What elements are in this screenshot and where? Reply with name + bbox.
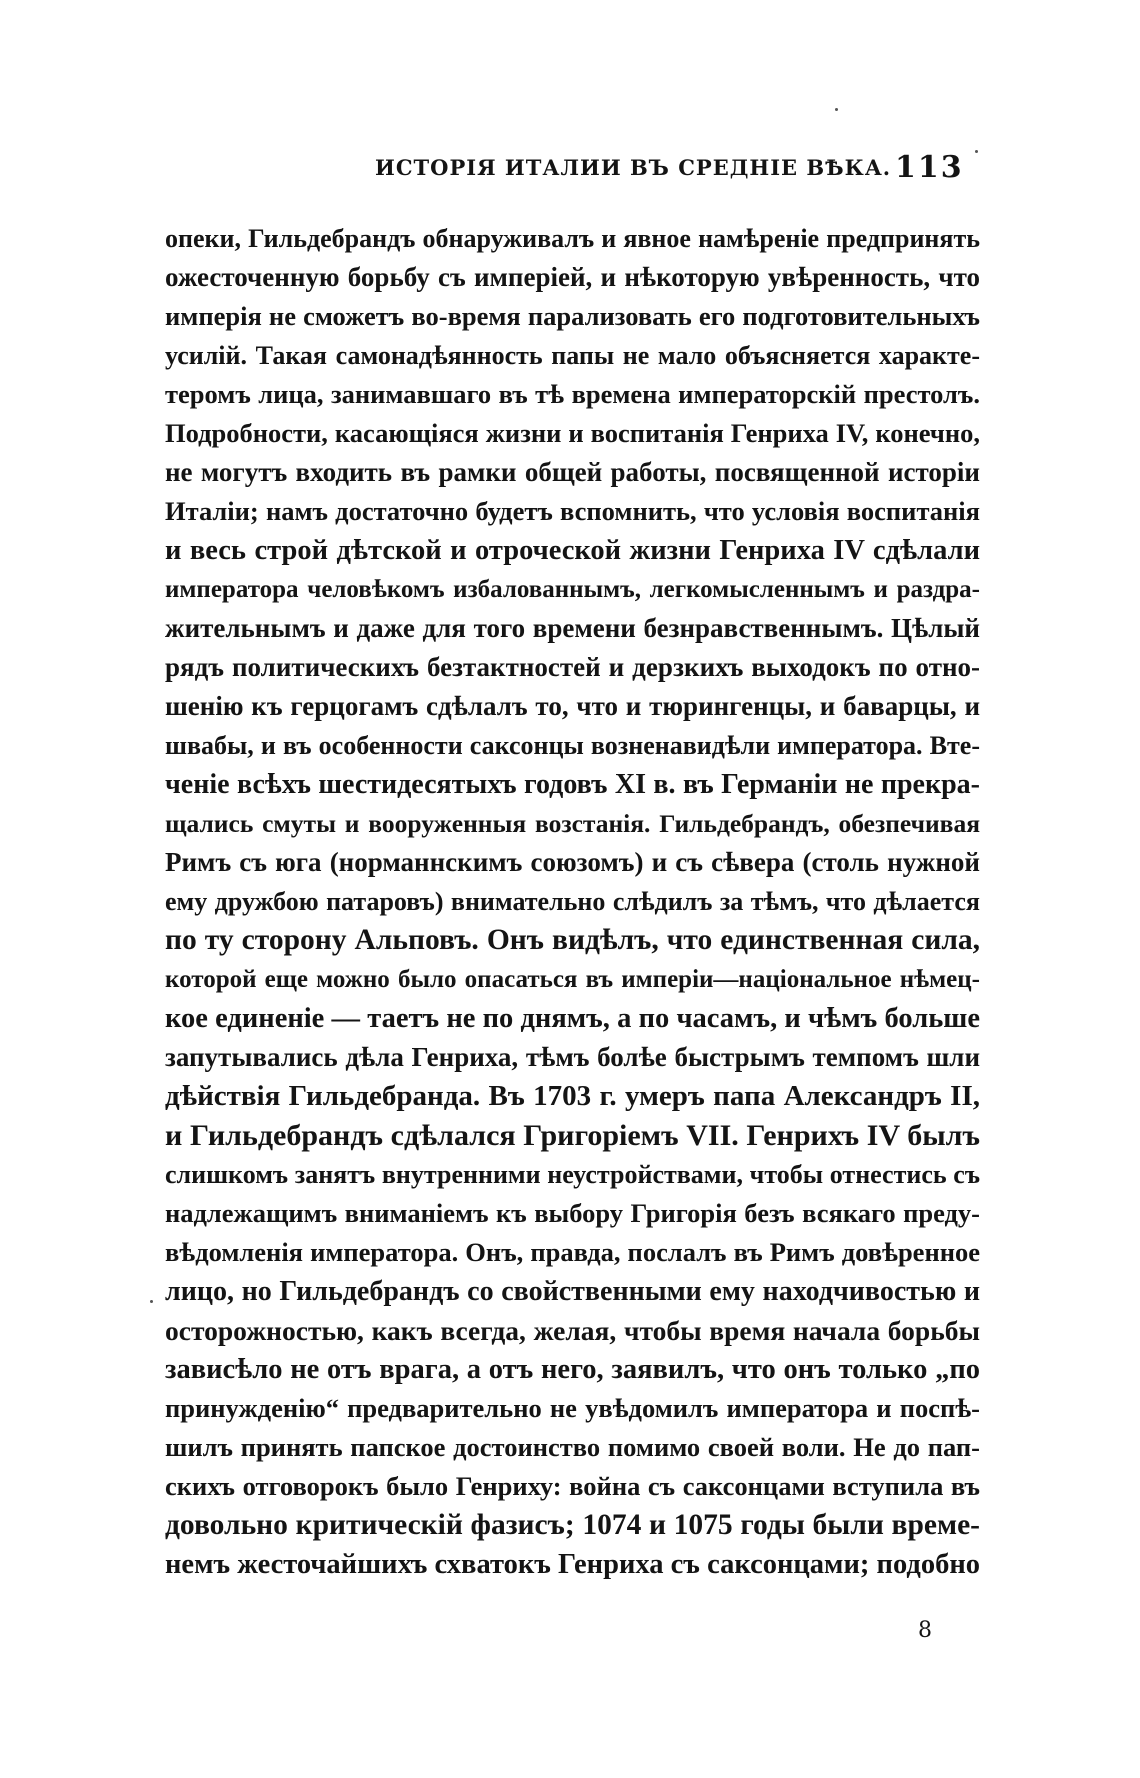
- text-line: надлежащимъ вниманіемъ къ выбору Григорія безъ всякаго преду-: [165, 1198, 980, 1228]
- text-line: не могутъ входить въ рамки общей работы, посвященной исторіи: [165, 457, 980, 487]
- text-line: и весь строй дѣтской и отроческой жизни Генриха IV сдѣлали: [165, 535, 980, 566]
- text-line: дѣйствія Гильдебранда. Въ 1703 г. умеръ папа Александръ II,: [165, 1080, 980, 1112]
- text-line: по ту сторону Альповъ. Онъ видѣлъ, что единственная сила,: [165, 924, 980, 956]
- text-line: жительнымъ и даже для того времени безнравственнымъ. Цѣлый: [165, 613, 980, 643]
- text-line: немъ жесточайшихъ схватокъ Генриха съ саксонцами; подобно: [165, 1549, 980, 1580]
- text-line: которой еще можно было опасаться въ имперіи—національное нѣмец-: [165, 966, 980, 993]
- text-line: императора человѣкомъ избалованнымъ, легкомысленнымъ и раздра-: [165, 576, 980, 603]
- page-number: 113: [895, 150, 964, 185]
- text-line: ожесточенную борьбу съ имперіей, и нѣкоторую увѣренность, что: [165, 262, 980, 292]
- text-line: ему дружбою патаровъ) внимательно слѣдилъ за тѣмъ, что дѣлается: [165, 887, 980, 916]
- page-header: [0, 148, 1140, 188]
- text-line: усилій. Такая самонадѣянность папы не мало объясняется характе-: [165, 341, 980, 370]
- text-line: щались смуты и вооруженныя возстанія. Гильдебрандъ, обезпечивая: [165, 809, 980, 838]
- text-line: слишкомъ занятъ внутренними неустройствами, чтобы отнестись съ: [165, 1160, 980, 1189]
- text-line: и Гильдебрандъ сдѣлался Григоріемъ VII. Генрихъ IV былъ: [165, 1119, 980, 1152]
- text-line: довольно критическій фазисъ; 1074 и 1075 годы были време-: [165, 1509, 980, 1541]
- text-line: имперія не сможетъ во-время парализовать его подготовительныхъ: [165, 301, 980, 331]
- text-line: Италіи; намъ достаточно будетъ вспомнить, что условія воспитанія: [165, 496, 980, 526]
- text-line: теромъ лица, занимавшаго въ тѣ времена императорскій престолъ.: [165, 379, 980, 409]
- print-speck: [150, 1300, 153, 1303]
- text-line: рядъ политическихъ безтактностей и дерзкихъ выходокъ по отно-: [165, 652, 980, 682]
- signature-mark: 8: [918, 1618, 932, 1643]
- text-line: ченіе всѣхъ шестидесятыхъ годовъ XI в. въ Германіи не прекра-: [165, 769, 980, 800]
- running-title: ИСТОРІЯ ИТАЛИИ ВЪ СРЕДНІЕ ВѢКА.: [375, 155, 892, 180]
- text-line: Римъ съ юга (норманнскимъ союзомъ) и съ сѣвера (столь нужной: [165, 847, 980, 877]
- text-line: кое единеніе — таетъ не по днямъ, а по часамъ, и чѣмъ больше: [165, 1003, 980, 1034]
- text-line: опеки, Гильдебрандъ обнаруживалъ и явное намѣреніе предпринять: [165, 224, 980, 253]
- print-speck: [835, 108, 838, 111]
- text-line: лицо, но Гильдебрандъ со свойственными ему находчивостью и: [165, 1276, 980, 1307]
- text-line: скихъ отговорокъ было Генриху: война съ саксонцами вступила въ: [165, 1471, 980, 1501]
- text-line: зависѣло не отъ врага, а отъ него, заявилъ, что онъ только „по: [165, 1354, 980, 1385]
- text-line: швабы, и въ особенности саксонцы возненавидѣли императора. Вте-: [165, 731, 980, 760]
- body-text: [165, 219, 980, 1584]
- text-line: осторожностью, какъ всегда, желая, чтобы время начала борьбы: [165, 1315, 980, 1346]
- text-line: шенію къ герцогамъ сдѣлалъ то, что и тюрингенцы, и баварцы, и: [165, 691, 980, 721]
- text-line: вѣдомленія императора. Онъ, правда, послалъ въ Римъ довѣренное: [165, 1237, 980, 1267]
- text-line: шилъ принять папское достоинство помимо своей воли. Не до пап-: [165, 1432, 980, 1462]
- text-line: запутывались дѣла Генриха, тѣмъ болѣе быстрымъ темпомъ шли: [165, 1042, 980, 1072]
- text-line: Подробности, касающіяся жизни и воспитанія Генриха IV, конечно,: [165, 418, 980, 448]
- text-line: принужденію“ предварительно не увѣдомилъ императора и поспѣ-: [165, 1393, 980, 1423]
- print-speck: [975, 150, 978, 153]
